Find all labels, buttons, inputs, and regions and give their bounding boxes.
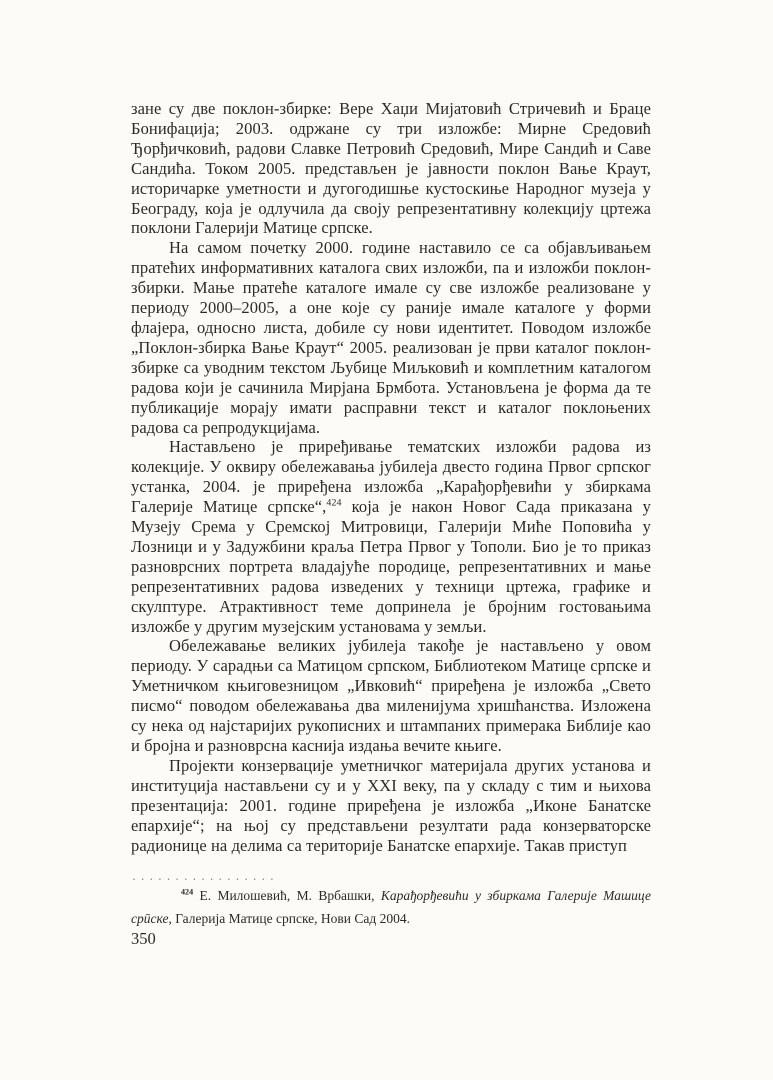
text-run: која је након Новог Сада приказана у Музеју Срема у Сремској Митровици, Галерији Миће Поповића у Лозници и у Задужбини краља Петра Првог у Тополи. Био је то приказ разноврсних портрета владајуће породице, репрезентативних и мање репрезентативних радова изведених у техници цртежа, графике и скулптуре. Атрактивност теме допринела је бројним гостовањима изложбе у другим музејским установама у земљи.	[131, 497, 651, 636]
text-run: Настављено је приређивање тематских изложби радова из колекције. У оквиру обележавања јубилеја двесто година Првог српског устанка, 2004. је приређена изложба „Карађорђевићи у збиркама Галерије Матице српске“,	[131, 437, 651, 517]
body-text	[131, 99, 651, 855]
text-run: Карађорђевићи у збиркама Галерије Машице срӣске	[131, 888, 651, 926]
text-run: Обележавање великих јубилеја такође је настављено у овом периоду. У сарадњи са Матицом српском, Библиотеком Матице српске и Уметничком књиговезницом „Ивковић“ приређена је изложба „Свето писмо“ поводом обележавања два миленијума хришћанства. Изложена су нека од најстаријих рукописних и штампаних примерака Библије као и бројна и разноврсна каснија издања вечите књиге.	[131, 636, 651, 755]
footnote-separator: .................	[131, 874, 278, 882]
paragraph	[131, 437, 651, 636]
text-run: зане су две поклон-збирке: Вере Хаџи Мијатовић Стричевић и Браце Бонифација; 2003. одржане су три изложбе: Мирне Средовић Ђорђичковић, радови Славке Петровић Средовић, Мире Сандић и Саве Сандића. Током 2005. представљен је јавности поклон Вање Краут, историчарке уметности и дугогодишње кустоскиње Народног музеја у Београду, која је одлучила да своју репрезентативну колекцију цртежа поклони Галерији Матице српске.	[131, 99, 651, 238]
paragraph	[131, 238, 651, 437]
footnote-ref: 424	[181, 887, 194, 897]
text-run: На самом почетку 2000. године наставило се са објављивањем пратећих информативних каталога свих изложби, па и изложби поклон-збирки. Мање пратеће каталоге имале су све изложбе реализоване у периоду 2000–2005, а оне које су раније имале каталоге у форми флајера, односно листа, добиле су нови идентитет. Поводом изложбе „Поклон-збирка Вање Краут“ 2005. реализован је први каталог поклон-збирке са уводним текстом Љубице Миљковић и комплетним каталогом радова који је сачинила Мирјана Брмбота. Установљена је форма да те публикације морају имати расправни текст и каталог поклоњених радова са репродукцијама.	[131, 238, 651, 437]
page-number: 350	[131, 929, 156, 948]
paragraph	[131, 636, 651, 755]
text-run: Е. Милошевић, М. Врбашки,	[193, 888, 381, 903]
footnote-block	[131, 874, 651, 930]
paragraph	[131, 99, 651, 238]
text-run: Пројекти конзервације уметничког материјала других установа и институција настављени су и у XXI веку, па у складу с тим и њихова презентација: 2001. године приређена је изложба „Иконе Банатске епархије“; на њој су представљени резултати рада конзерваторске радионице на делима са територије Банатске епархије. Такав приступ	[131, 755, 651, 855]
paragraph	[131, 756, 651, 856]
text-run: , Галерија Матице српске, Нови Сад 2004.	[168, 910, 410, 926]
footnote	[131, 885, 651, 930]
footnote-ref: 424	[326, 497, 342, 509]
